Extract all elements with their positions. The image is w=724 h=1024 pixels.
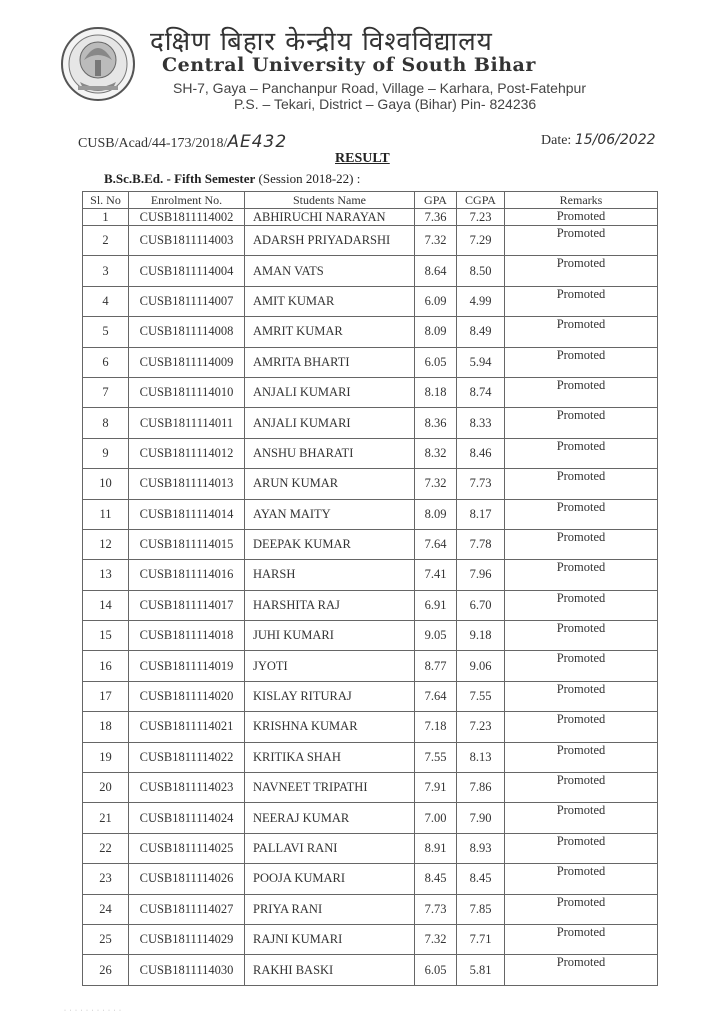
table-row <box>83 560 658 590</box>
cell-gpa: 8.64 <box>415 256 457 286</box>
column-header-enrolment: Enrolment No. <box>129 192 245 209</box>
table-row <box>83 864 658 894</box>
table-row <box>83 256 658 286</box>
cell-remarks: Promoted <box>505 377 658 407</box>
program-name: B.Sc.B.Ed. - Fifth Semester <box>104 171 256 186</box>
cell-student-name: ADARSH PRIYADARSHI <box>245 226 415 256</box>
cell-remarks: Promoted <box>505 226 658 256</box>
table-header-row <box>83 192 658 209</box>
cell-enrolment-no: CUSB1811114022 <box>129 742 245 772</box>
date-label: Date: <box>541 133 572 148</box>
cell-sl-no: 7 <box>83 377 129 407</box>
university-name-hindi: दक्षिण बिहार केन्द्रीय विश्वविद्यालय <box>150 27 493 57</box>
cell-student-name: PALLAVI RANI <box>245 833 415 863</box>
cell-sl-no: 23 <box>83 864 129 894</box>
cell-cgpa: 5.94 <box>457 347 505 377</box>
cell-enrolment-no: CUSB1811114014 <box>129 499 245 529</box>
cell-student-name: KRITIKA SHAH <box>245 742 415 772</box>
cell-gpa: 6.05 <box>415 955 457 985</box>
cell-remarks: Promoted <box>505 621 658 651</box>
table-row <box>83 681 658 711</box>
cell-remarks: Promoted <box>505 529 658 559</box>
cell-enrolment-no: CUSB1811114027 <box>129 894 245 924</box>
session-text: (Session 2018-22) : <box>255 171 361 186</box>
cell-enrolment-no: CUSB1811114020 <box>129 681 245 711</box>
cell-student-name: PRIYA RANI <box>245 894 415 924</box>
cell-sl-no: 19 <box>83 742 129 772</box>
table-row <box>83 894 658 924</box>
cell-sl-no: 15 <box>83 621 129 651</box>
cell-student-name: DEEPAK KUMAR <box>245 529 415 559</box>
cell-cgpa: 8.93 <box>457 833 505 863</box>
column-header-cgpa: CGPA <box>457 192 505 209</box>
table-row <box>83 621 658 651</box>
cell-remarks: Promoted <box>505 712 658 742</box>
cell-enrolment-no: CUSB1811114015 <box>129 529 245 559</box>
cell-gpa: 7.64 <box>415 529 457 559</box>
cell-sl-no: 3 <box>83 256 129 286</box>
cell-cgpa: 9.18 <box>457 621 505 651</box>
cell-sl-no: 21 <box>83 803 129 833</box>
cell-enrolment-no: CUSB1811114024 <box>129 803 245 833</box>
cell-remarks: Promoted <box>505 864 658 894</box>
column-header-remarks: Remarks <box>505 192 658 209</box>
university-name-english: Central University of South Bihar <box>162 54 536 76</box>
cell-gpa: 7.91 <box>415 773 457 803</box>
cell-enrolment-no: CUSB1811114002 <box>129 209 245 226</box>
cell-student-name: KISLAY RITURAJ <box>245 681 415 711</box>
cell-cgpa: 7.86 <box>457 773 505 803</box>
cell-remarks: Promoted <box>505 560 658 590</box>
cell-enrolment-no: CUSB1811114023 <box>129 773 245 803</box>
cell-sl-no: 22 <box>83 833 129 863</box>
cell-sl-no: 2 <box>83 226 129 256</box>
table-row <box>83 742 658 772</box>
cell-enrolment-no: CUSB1811114017 <box>129 590 245 620</box>
cell-gpa: 8.09 <box>415 499 457 529</box>
cell-remarks: Promoted <box>505 286 658 316</box>
cell-enrolment-no: CUSB1811114013 <box>129 469 245 499</box>
cell-remarks: Promoted <box>505 347 658 377</box>
cell-cgpa: 7.71 <box>457 924 505 954</box>
cell-gpa: 7.55 <box>415 742 457 772</box>
cell-student-name: ANSHU BHARATI <box>245 438 415 468</box>
cell-gpa: 6.91 <box>415 590 457 620</box>
cell-sl-no: 5 <box>83 317 129 347</box>
cell-gpa: 8.77 <box>415 651 457 681</box>
table-row <box>83 924 658 954</box>
cell-remarks: Promoted <box>505 499 658 529</box>
cell-gpa: 7.36 <box>415 209 457 226</box>
cell-cgpa: 8.46 <box>457 438 505 468</box>
cell-cgpa: 7.23 <box>457 712 505 742</box>
cell-sl-no: 25 <box>83 924 129 954</box>
cell-remarks: Promoted <box>505 256 658 286</box>
cell-enrolment-no: CUSB1811114012 <box>129 438 245 468</box>
table-row <box>83 590 658 620</box>
cell-gpa: 9.05 <box>415 621 457 651</box>
university-seal-icon <box>60 26 136 102</box>
cell-enrolment-no: CUSB1811114021 <box>129 712 245 742</box>
cell-sl-no: 17 <box>83 681 129 711</box>
cell-student-name: ANJALI KUMARI <box>245 377 415 407</box>
issue-date <box>541 132 656 149</box>
cell-sl-no: 14 <box>83 590 129 620</box>
cell-student-name: ARUN KUMAR <box>245 469 415 499</box>
cell-gpa: 7.32 <box>415 226 457 256</box>
footer-mark: · · · · · · · · · · · <box>64 1008 122 1014</box>
cell-gpa: 8.36 <box>415 408 457 438</box>
cell-gpa: 7.64 <box>415 681 457 711</box>
cell-sl-no: 10 <box>83 469 129 499</box>
cell-student-name: KRISHNA KUMAR <box>245 712 415 742</box>
cell-remarks: Promoted <box>505 317 658 347</box>
table-row <box>83 773 658 803</box>
table-row <box>83 833 658 863</box>
cell-gpa: 8.18 <box>415 377 457 407</box>
result-table-body <box>83 209 658 986</box>
cell-remarks: Promoted <box>505 469 658 499</box>
table-row <box>83 469 658 499</box>
cell-cgpa: 7.73 <box>457 469 505 499</box>
cell-remarks: Promoted <box>505 742 658 772</box>
cell-gpa: 8.45 <box>415 864 457 894</box>
cell-gpa: 7.73 <box>415 894 457 924</box>
cell-cgpa: 5.81 <box>457 955 505 985</box>
cell-remarks: Promoted <box>505 408 658 438</box>
cell-enrolment-no: CUSB1811114008 <box>129 317 245 347</box>
result-heading: RESULT <box>335 151 390 166</box>
cell-remarks: Promoted <box>505 438 658 468</box>
cell-student-name: ABHIRUCHI NARAYAN <box>245 209 415 226</box>
cell-gpa: 7.18 <box>415 712 457 742</box>
cell-enrolment-no: CUSB1811114004 <box>129 256 245 286</box>
cell-remarks: Promoted <box>505 651 658 681</box>
cell-remarks: Promoted <box>505 209 658 226</box>
cell-remarks: Promoted <box>505 590 658 620</box>
result-table <box>82 191 658 986</box>
cell-student-name: ANJALI KUMARI <box>245 408 415 438</box>
cell-cgpa: 8.45 <box>457 864 505 894</box>
address-line-1: SH-7, Gaya – Panchanpur Road, Village – Karhara, Post-Fatehpur <box>173 80 586 96</box>
table-row <box>83 408 658 438</box>
table-row <box>83 529 658 559</box>
cell-student-name: JUHI KUMARI <box>245 621 415 651</box>
cell-enrolment-no: CUSB1811114029 <box>129 924 245 954</box>
cell-sl-no: 26 <box>83 955 129 985</box>
cell-gpa: 7.00 <box>415 803 457 833</box>
cell-cgpa: 4.99 <box>457 286 505 316</box>
cell-cgpa: 7.55 <box>457 681 505 711</box>
cell-sl-no: 20 <box>83 773 129 803</box>
cell-gpa: 8.91 <box>415 833 457 863</box>
cell-sl-no: 11 <box>83 499 129 529</box>
cell-enrolment-no: CUSB1811114018 <box>129 621 245 651</box>
cell-gpa: 8.09 <box>415 317 457 347</box>
reference-number <box>78 132 287 152</box>
cell-gpa: 6.05 <box>415 347 457 377</box>
cell-cgpa: 8.50 <box>457 256 505 286</box>
cell-sl-no: 12 <box>83 529 129 559</box>
cell-enrolment-no: CUSB1811114025 <box>129 833 245 863</box>
cell-student-name: NEERAJ KUMAR <box>245 803 415 833</box>
cell-sl-no: 6 <box>83 347 129 377</box>
cell-gpa: 7.32 <box>415 469 457 499</box>
cell-remarks: Promoted <box>505 833 658 863</box>
column-header-name: Students Name <box>245 192 415 209</box>
cell-cgpa: 8.33 <box>457 408 505 438</box>
cell-enrolment-no: CUSB1811114030 <box>129 955 245 985</box>
cell-enrolment-no: CUSB1811114016 <box>129 560 245 590</box>
cell-sl-no: 8 <box>83 408 129 438</box>
table-row <box>83 317 658 347</box>
cell-cgpa: 6.70 <box>457 590 505 620</box>
date-value: 15/06/2022 <box>574 132 656 148</box>
cell-enrolment-no: CUSB1811114003 <box>129 226 245 256</box>
cell-enrolment-no: CUSB1811114009 <box>129 347 245 377</box>
column-header-gpa: GPA <box>415 192 457 209</box>
cell-student-name: AMIT KUMAR <box>245 286 415 316</box>
table-row <box>83 286 658 316</box>
cell-cgpa: 7.90 <box>457 803 505 833</box>
cell-cgpa: 7.78 <box>457 529 505 559</box>
cell-student-name: AMRITA BHARTI <box>245 347 415 377</box>
cell-student-name: POOJA KUMARI <box>245 864 415 894</box>
cell-remarks: Promoted <box>505 894 658 924</box>
cell-student-name: RAJNI KUMARI <box>245 924 415 954</box>
table-row <box>83 226 658 256</box>
cell-enrolment-no: CUSB1811114010 <box>129 377 245 407</box>
cell-student-name: AMAN VATS <box>245 256 415 286</box>
cell-student-name: HARSHITA RAJ <box>245 590 415 620</box>
table-row <box>83 209 658 226</box>
cell-gpa: 7.41 <box>415 560 457 590</box>
cell-sl-no: 16 <box>83 651 129 681</box>
cell-sl-no: 24 <box>83 894 129 924</box>
cell-cgpa: 8.49 <box>457 317 505 347</box>
cell-student-name: HARSH <box>245 560 415 590</box>
cell-cgpa: 7.29 <box>457 226 505 256</box>
cell-enrolment-no: CUSB1811114026 <box>129 864 245 894</box>
table-row <box>83 955 658 985</box>
cell-remarks: Promoted <box>505 955 658 985</box>
cell-enrolment-no: CUSB1811114007 <box>129 286 245 316</box>
cell-gpa: 7.32 <box>415 924 457 954</box>
cell-cgpa: 9.06 <box>457 651 505 681</box>
table-row <box>83 712 658 742</box>
cell-sl-no: 1 <box>83 209 129 226</box>
cell-cgpa: 8.74 <box>457 377 505 407</box>
cell-student-name: AYAN MAITY <box>245 499 415 529</box>
table-row <box>83 438 658 468</box>
program-subtitle <box>104 171 360 187</box>
cell-enrolment-no: CUSB1811114019 <box>129 651 245 681</box>
cell-remarks: Promoted <box>505 924 658 954</box>
cell-sl-no: 18 <box>83 712 129 742</box>
cell-student-name: AMRIT KUMAR <box>245 317 415 347</box>
table-row <box>83 651 658 681</box>
table-row <box>83 377 658 407</box>
column-header-sl: Sl. No <box>83 192 129 209</box>
cell-sl-no: 9 <box>83 438 129 468</box>
cell-gpa: 6.09 <box>415 286 457 316</box>
cell-sl-no: 4 <box>83 286 129 316</box>
cell-enrolment-no: CUSB1811114011 <box>129 408 245 438</box>
cell-sl-no: 13 <box>83 560 129 590</box>
cell-remarks: Promoted <box>505 803 658 833</box>
cell-remarks: Promoted <box>505 773 658 803</box>
reference-number-printed: CUSB/Acad/44-173/2018/ <box>78 136 228 151</box>
cell-cgpa: 7.23 <box>457 209 505 226</box>
cell-remarks: Promoted <box>505 681 658 711</box>
reference-number-handwritten: AE432 <box>227 132 288 152</box>
table-row <box>83 499 658 529</box>
cell-student-name: NAVNEET TRIPATHI <box>245 773 415 803</box>
cell-cgpa: 8.13 <box>457 742 505 772</box>
cell-student-name: JYOTI <box>245 651 415 681</box>
cell-cgpa: 7.96 <box>457 560 505 590</box>
cell-gpa: 8.32 <box>415 438 457 468</box>
cell-student-name: RAKHI BASKI <box>245 955 415 985</box>
table-row <box>83 803 658 833</box>
table-row <box>83 347 658 377</box>
cell-cgpa: 8.17 <box>457 499 505 529</box>
cell-cgpa: 7.85 <box>457 894 505 924</box>
address-line-2: P.S. – Tekari, District – Gaya (Bihar) Pin- 824236 <box>234 96 537 112</box>
